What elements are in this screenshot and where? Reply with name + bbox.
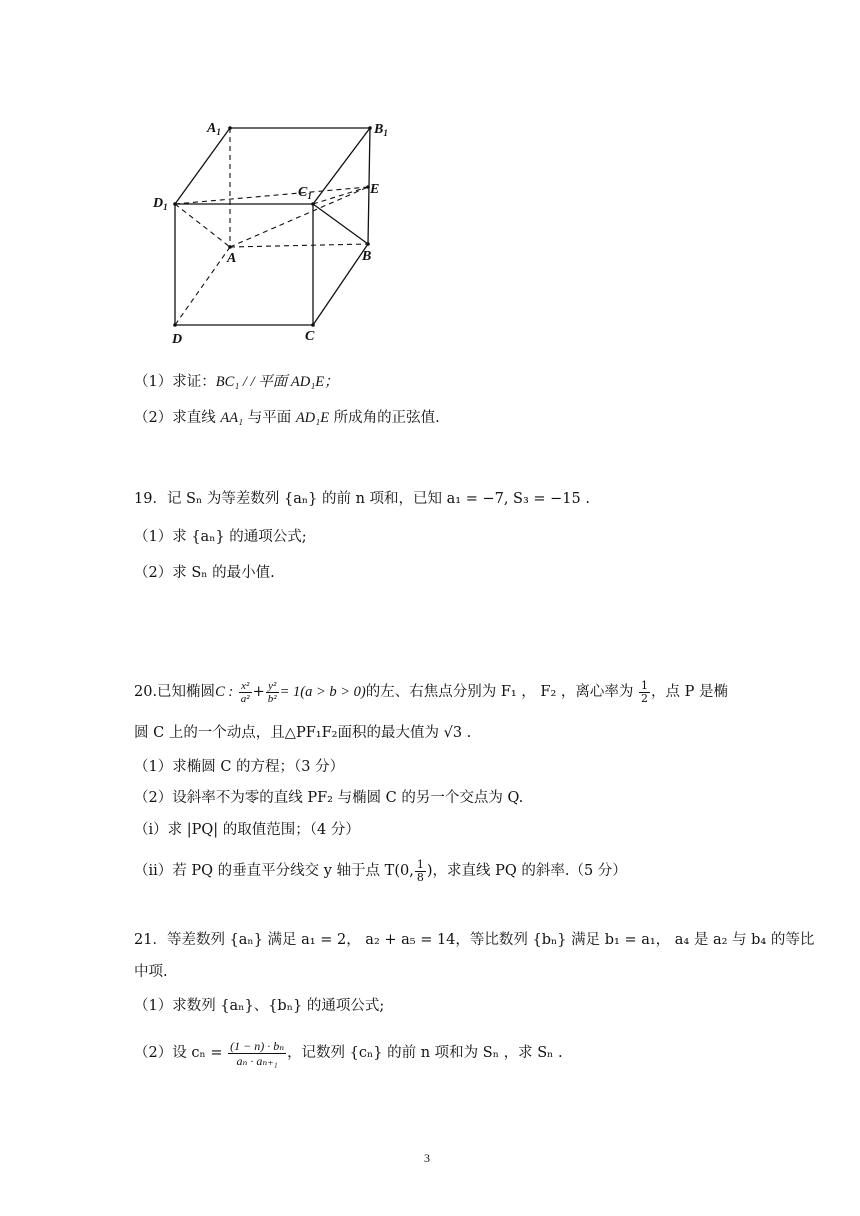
label-A: A <box>227 251 237 266</box>
label-C1: $C_1$ <box>298 185 312 201</box>
q20-stem: 20.已知椭圆C : $\frac{\text{x²}}{\text{a²}}$ + $\frac{\text{y²}}{\text{b²}}$ = 1(a > b > 0)的左、右焦点分别为 F₁ ， F₂ ，离心率为 $\frac{1}{2}$ ，点 P 是椭 <box>134 678 728 705</box>
label-E: E <box>370 182 380 197</box>
label-D: D <box>172 332 183 347</box>
label-B1: $B_1$ <box>374 122 388 138</box>
q18-part2: （2）求直线 AA₁ 与平面 AD₁E 所成角的正弦值. <box>134 410 440 426</box>
label-C: C <box>305 329 315 344</box>
q21-stem: 21．等差数列 {aₙ} 满足 a₁ = 2， a₂ + a₅ = 14，等比数列 {bₙ} 满足 b₁ = a₁， a₄ 是 a₂ 与 b₄ 的等比 <box>134 932 815 948</box>
t-point-fraction: $\frac{1}{8}$ <box>416 857 424 884</box>
q20-part-i: （i）求 |PQ| 的取值范围；（4 分） <box>134 822 360 838</box>
cube-figure <box>0 0 860 360</box>
q20-part1: （1）求椭圆 C 的方程；（3 分） <box>134 759 345 775</box>
page-number: 3 <box>424 1151 430 1165</box>
q20-part-ii: （ii）若 PQ 的垂直平分线交 y 轴于点 T(0, $\frac{1}{8}$ )，求直线 PQ 的斜率.（5 分） <box>134 857 627 884</box>
label-A1: $A_1$ <box>207 121 221 137</box>
q20-part2: （2）设斜率不为零的直线 PF₂ 与椭圆 C 的另一个交点为 Q. <box>134 790 524 806</box>
q20-stem-line2: 圆 C 上的一个动点，且△PF₁F₂面积的最大值为 √3 . <box>134 725 472 741</box>
q19-part2: （2）求 Sₙ 的最小值. <box>134 565 275 581</box>
q19-part1: （1）求 {aₙ} 的通项公式; <box>134 529 307 545</box>
eccentricity-fraction: $\frac{1}{2}$ <box>641 678 649 705</box>
q21-part2: （2）设 cₙ = $\frac{\text{(1 − n) · bₙ}}{\text{aₙ · aₙ₊₁}}$ ，记数列 {cₙ} 的前 n 项和为 Sₙ ，求 Sₙ . <box>134 1038 563 1068</box>
q19-stem: 19．记 Sₙ 为等差数列 {aₙ} 的前 n 项和，已知 a₁ = −7, S₃ = −15 . <box>134 491 590 507</box>
q21-part1: （1）求数列 {aₙ}、{bₙ} 的通项公式; <box>134 998 385 1014</box>
q21-stem-line2: 中项. <box>134 964 168 980</box>
q18-part1: （1）求证：BC₁ / / 平面 AD₁E； <box>134 374 339 390</box>
label-B: B <box>362 249 372 264</box>
label-D1: $D_1$ <box>153 196 168 212</box>
ellipse-x-fraction: $\frac{\text{x²}}{\text{a²}}$ <box>240 679 250 705</box>
cn-fraction: $\frac{\text{(1 − n) · bₙ}}{\text{aₙ · aₙ₊₁}}$ <box>230 1038 285 1068</box>
ellipse-y-fraction: $\frac{\text{y²}}{\text{b²}}$ <box>267 679 277 705</box>
